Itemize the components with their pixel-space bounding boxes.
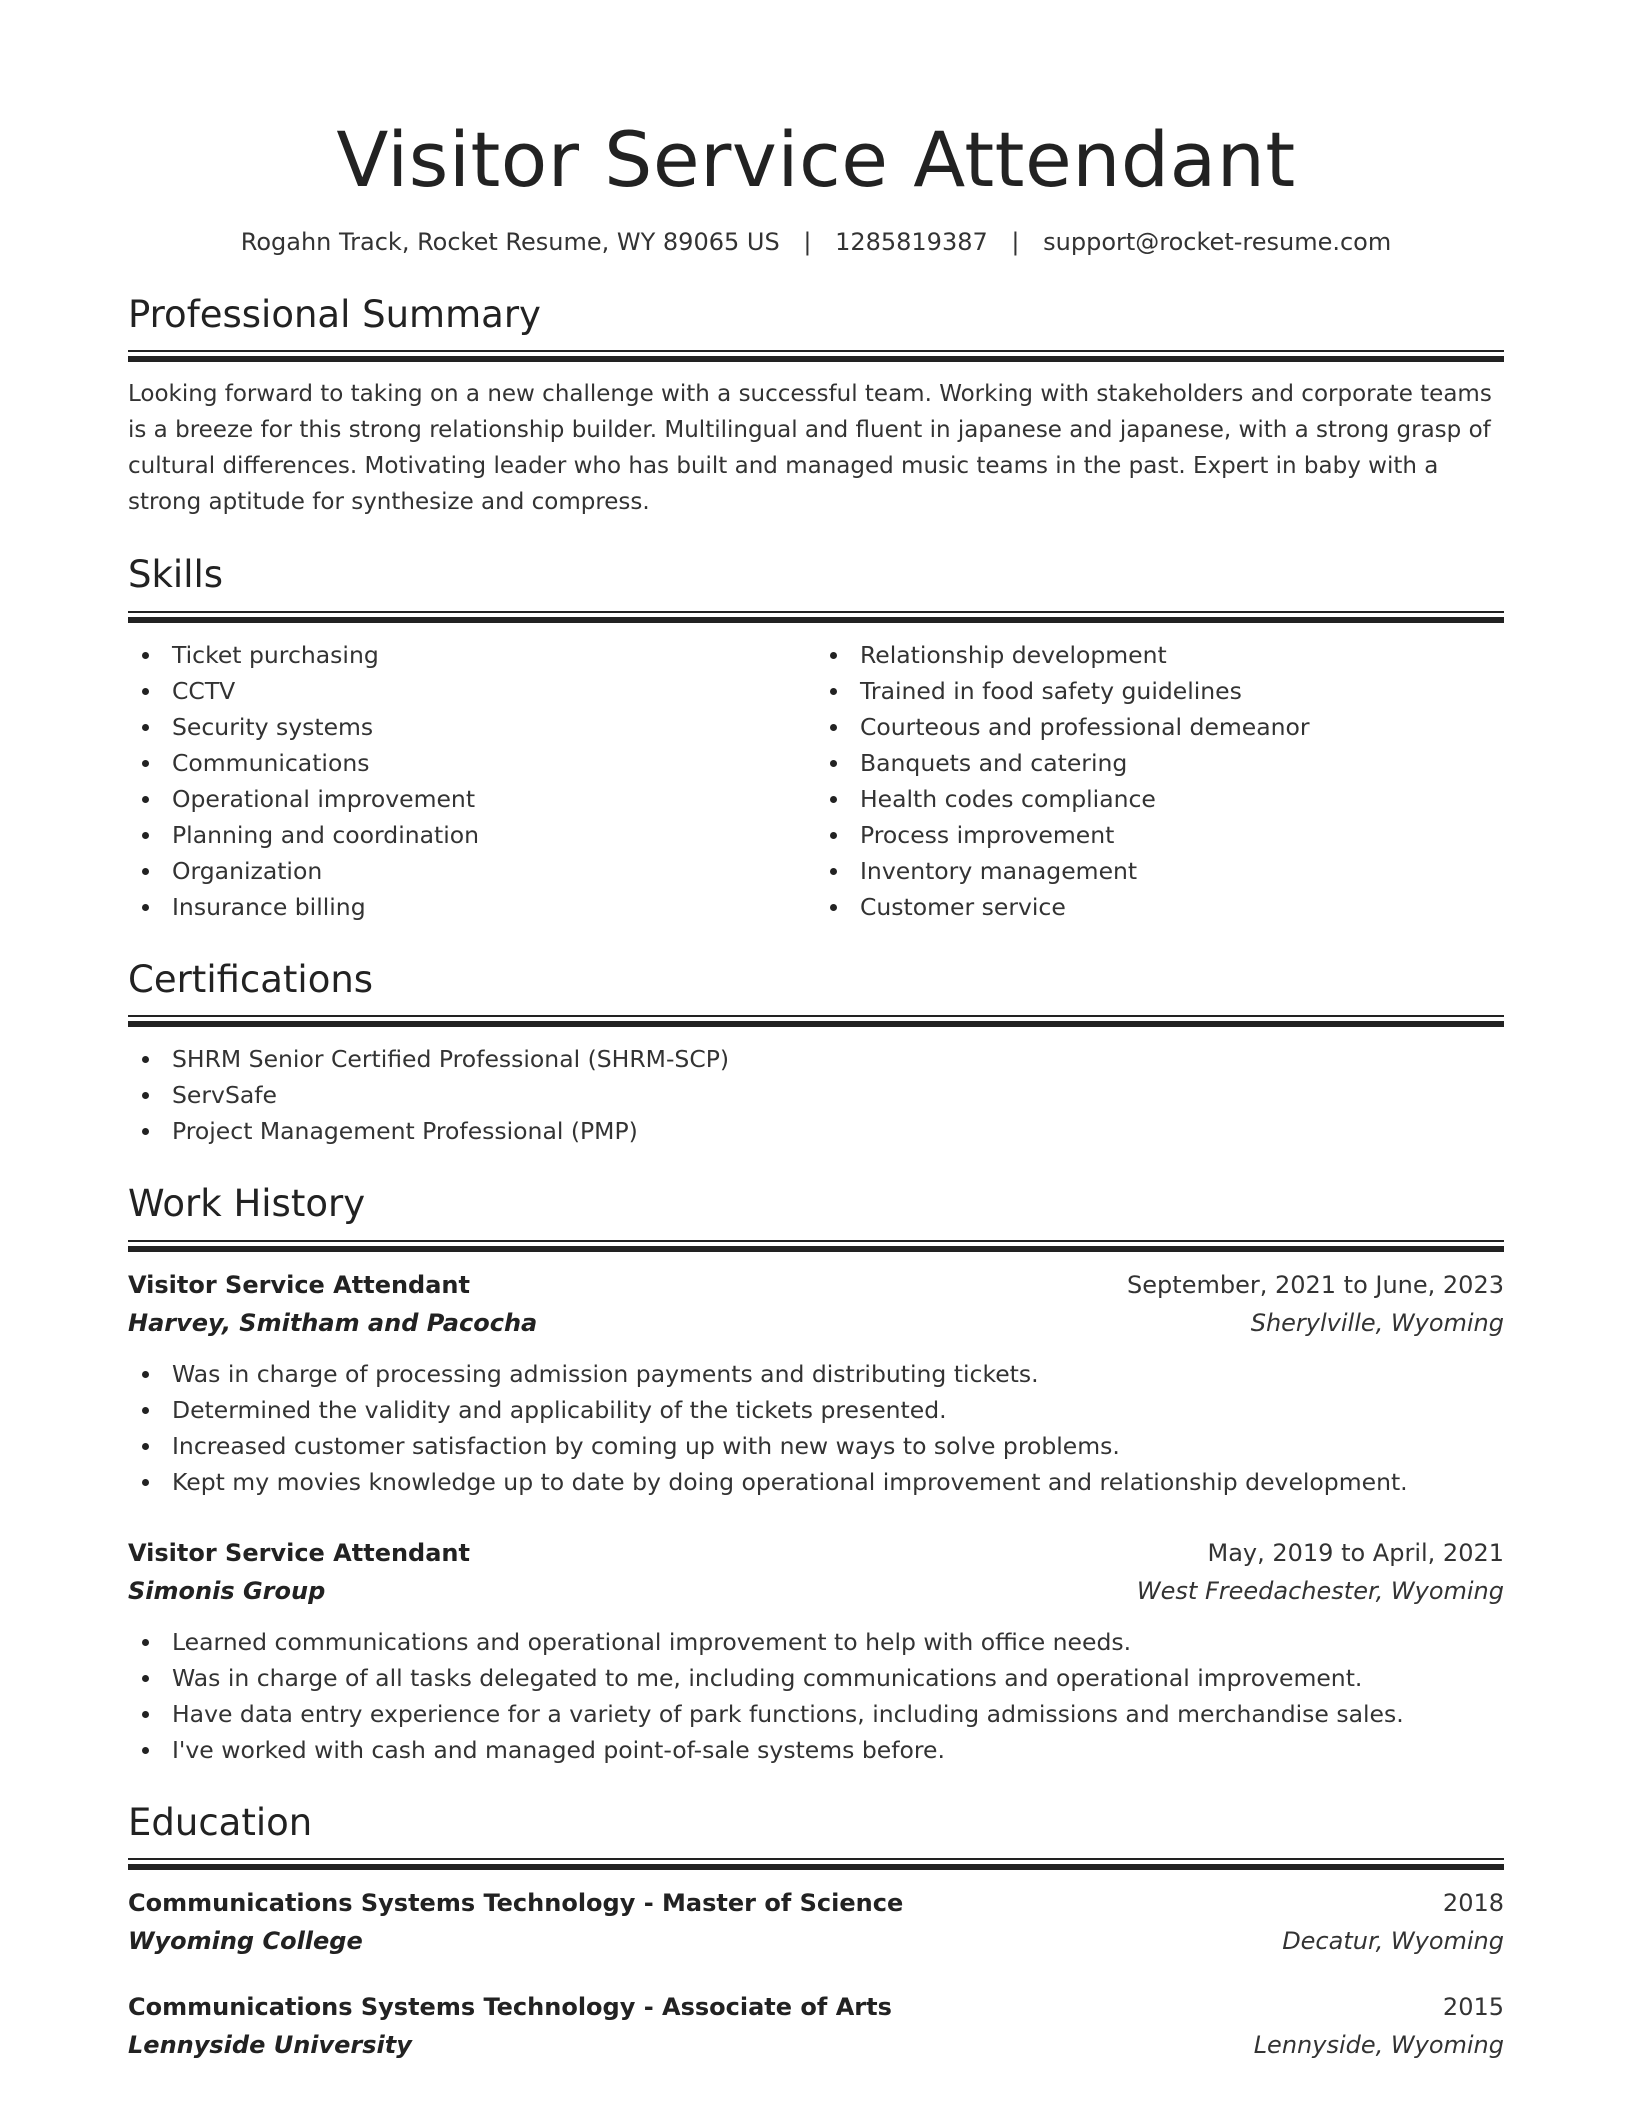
skills-list-right — [816, 637, 1504, 925]
list-item: Operational improvement — [128, 781, 816, 817]
job-location: West Freedachester, Wyoming — [1136, 1576, 1504, 1605]
list-item: Insurance billing — [128, 889, 816, 925]
list-item: Health codes compliance — [816, 781, 1504, 817]
education-entry — [128, 1988, 1504, 2064]
list-item: Courteous and professional demeanor — [816, 709, 1504, 745]
job-entry — [128, 1266, 1504, 1500]
section-divider — [128, 1015, 1504, 1017]
work-history-section — [128, 1183, 1504, 1768]
section-divider — [128, 1858, 1504, 1860]
list-item: Inventory management — [816, 853, 1504, 889]
job-location: Sherylville, Wyoming — [1250, 1308, 1504, 1337]
list-item: ServSafe — [128, 1077, 1504, 1113]
list-item: Trained in food safety guidelines — [816, 673, 1504, 709]
school-location: Decatur, Wyoming — [1282, 1927, 1504, 1956]
summary-heading: Professional Summary — [128, 292, 541, 336]
list-item: Learned communications and operational improvement to help with office needs. — [128, 1624, 1504, 1660]
list-item: Organization — [128, 853, 816, 889]
school: Lennyside University — [128, 2031, 412, 2060]
job-company: Simonis Group — [128, 1576, 326, 1605]
list-item: Was in charge of processing admission payments and distributing tickets. — [128, 1356, 1504, 1392]
list-item: SHRM Senior Certified Professional (SHRM-SCP) — [128, 1041, 1504, 1077]
list-item: Ticket purchasing — [128, 637, 816, 673]
graduation-year: 2018 — [1442, 1889, 1504, 1918]
job-title: Visitor Service Attendant — [128, 1538, 470, 1567]
list-item: Process improvement — [816, 817, 1504, 853]
contact-address: Rogahn Track, Rocket Resume, WY 89065 US — [240, 227, 780, 256]
job-bullets — [128, 1624, 1504, 1768]
list-item: Increased customer satisfaction by coming up with new ways to solve problems. — [128, 1428, 1504, 1464]
certifications-list — [128, 1041, 1504, 1149]
job-dates: September, 2021 to June, 2023 — [1127, 1270, 1504, 1299]
summary-section — [128, 294, 1504, 521]
list-item: Relationship development — [816, 637, 1504, 673]
list-item: Was in charge of all tasks delegated to me, including communications and operational improvement. — [128, 1660, 1504, 1696]
job-title: Visitor Service Attendant — [128, 1270, 470, 1299]
list-item: Planning and coordination — [128, 817, 816, 853]
skills-heading: Skills — [128, 553, 224, 597]
section-divider — [128, 350, 1504, 352]
summary-text: Looking forward to taking on a new challenge with a successful team. Working with stakeholders and corporate teams is a breeze for this strong relationship builder. Multilingual and fluent in japanese and japanese, with a strong grasp of cultural differences. Motivating leader who has built and managed music teams in the past. Expert in baby with a strong aptitude for synthesize and compress. — [128, 381, 1492, 516]
certifications-heading: Certifications — [128, 957, 374, 1001]
list-item: Customer service — [816, 889, 1504, 925]
section-divider — [128, 611, 1504, 613]
degree: Communications Systems Technology - Master of Science — [128, 1889, 904, 1918]
list-item: Have data entry experience for a variety of park functions, including admissions and merchandise sales. — [128, 1696, 1504, 1732]
skills-list-left — [128, 637, 816, 925]
list-item: Determined the validity and applicability of the tickets presented. — [128, 1392, 1504, 1428]
education-section — [128, 1802, 1504, 2065]
job-dates: May, 2019 to April, 2021 — [1207, 1538, 1504, 1567]
contact-phone: 1285819387 — [835, 227, 988, 256]
list-item: Banquets and catering — [816, 745, 1504, 781]
work-history-heading: Work History — [128, 1182, 366, 1226]
skills-section — [128, 554, 1504, 925]
contact-separator: | — [803, 227, 812, 256]
degree: Communications Systems Technology - Associate of Arts — [128, 1993, 892, 2022]
section-divider — [128, 1240, 1504, 1242]
certifications-section — [128, 959, 1504, 1150]
contact-separator: | — [1011, 227, 1020, 256]
education-entry — [128, 1884, 1504, 1960]
list-item: CCTV — [128, 673, 816, 709]
job-bullets — [128, 1356, 1504, 1500]
list-item: Security systems — [128, 709, 816, 745]
list-item: Communications — [128, 745, 816, 781]
contact-line — [128, 228, 1504, 256]
graduation-year: 2015 — [1442, 1993, 1504, 2022]
list-item: Project Management Professional (PMP) — [128, 1113, 1504, 1149]
job-company: Harvey, Smitham and Pacocha — [128, 1308, 538, 1337]
school: Wyoming College — [128, 1927, 363, 1956]
resume-name: Visitor Service Attendant — [336, 115, 1296, 204]
education-heading: Education — [128, 1800, 313, 1844]
list-item: I've worked with cash and managed point-of-sale systems before. — [128, 1732, 1504, 1768]
list-item: Kept my movies knowledge up to date by doing operational improvement and relationship development. — [128, 1464, 1504, 1500]
contact-email: support@rocket-resume.com — [1043, 227, 1392, 256]
job-entry — [128, 1534, 1504, 1768]
skills-grid — [128, 637, 1504, 925]
school-location: Lennyside, Wyoming — [1253, 2031, 1504, 2060]
